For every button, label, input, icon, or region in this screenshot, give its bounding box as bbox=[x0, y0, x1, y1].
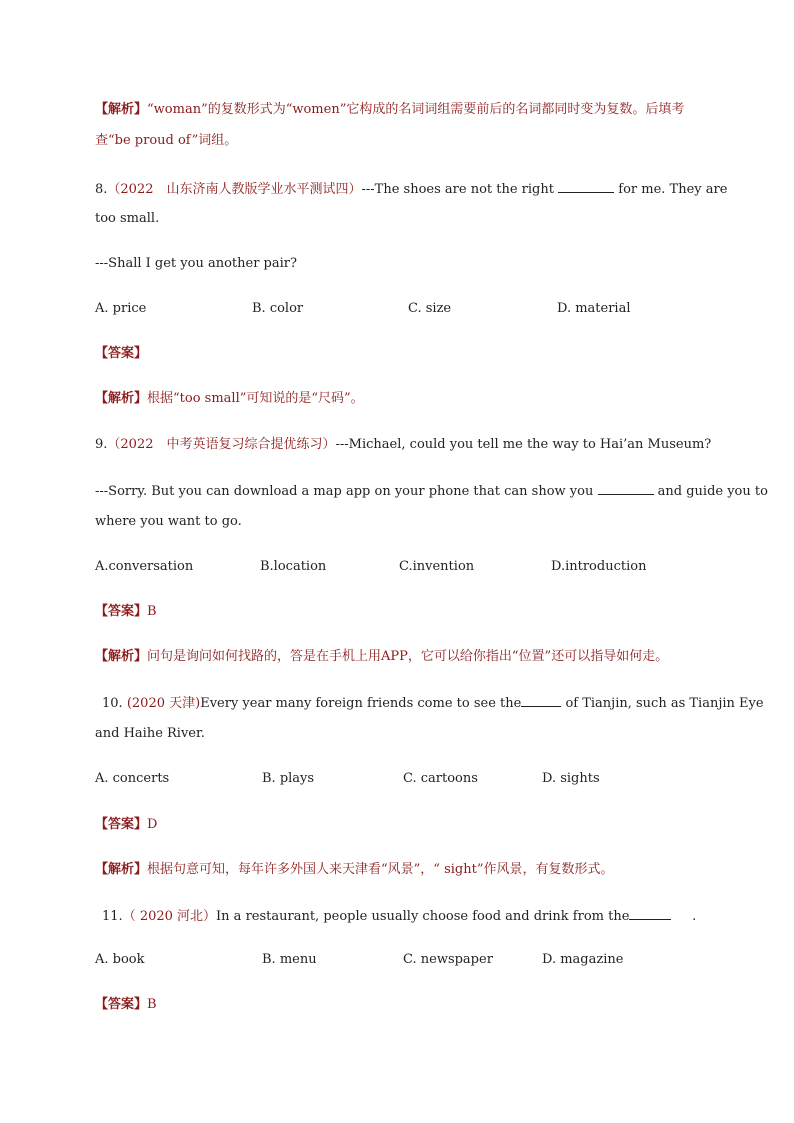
q9-reply-line2: where you want to go. bbox=[95, 514, 242, 529]
question-source: （ 2020 河北） bbox=[122, 909, 217, 924]
question-number: 8. bbox=[95, 182, 108, 197]
reply-text-after: and guide you to bbox=[657, 484, 768, 499]
question-source: (2020 天津) bbox=[126, 696, 201, 711]
stem-text-after: . bbox=[692, 909, 697, 924]
q8-analysis bbox=[95, 389, 700, 409]
q9-stem bbox=[95, 435, 712, 455]
q10-answer bbox=[95, 815, 700, 835]
analysis-label: 【解析】 bbox=[95, 862, 148, 877]
option-c: C. cartoons bbox=[403, 771, 478, 786]
option-c: C. newspaper bbox=[403, 952, 493, 967]
analysis-text: “woman”的复数形式为“women”它构成的名词词组需要前后的名词都同时变为复数。后填考 bbox=[147, 102, 685, 117]
answer-blank bbox=[521, 692, 561, 707]
option-a: A. book bbox=[95, 952, 145, 967]
analysis-label: 【解析】 bbox=[95, 102, 148, 117]
option-c: C. size bbox=[408, 301, 452, 316]
option-b: B. color bbox=[252, 301, 304, 316]
q8-answer bbox=[95, 344, 700, 364]
answer-value: B bbox=[147, 604, 157, 619]
question-number: 9. bbox=[95, 437, 108, 452]
stem-text: ---Michael, could you tell me the way to Hai’an Museum? bbox=[335, 437, 712, 452]
question-number: 11. bbox=[102, 909, 123, 924]
q10-stem-line2: and Haihe River. bbox=[95, 726, 205, 741]
q9-answer bbox=[95, 602, 700, 622]
option-a: A.conversation bbox=[95, 559, 194, 574]
question-number: 10. bbox=[102, 696, 123, 711]
answer-label: 【答案】 bbox=[95, 997, 148, 1012]
answer-label: 【答案】 bbox=[95, 346, 148, 361]
analysis-text: 根据句意可知，每年许多外国人来天津看“风景”，“ sight”作风景，有复数形式。 bbox=[147, 862, 614, 877]
answer-label: 【答案】 bbox=[95, 604, 148, 619]
option-b: B. plays bbox=[262, 771, 315, 786]
stem-text-after: of Tianjin, such as Tianjin Eye bbox=[565, 696, 764, 711]
q8-stem bbox=[95, 178, 728, 200]
analysis-label: 【解析】 bbox=[95, 649, 148, 664]
q10-stem bbox=[102, 692, 764, 714]
answer-blank bbox=[629, 905, 671, 920]
question-source: （2022 中考英语复习综合提优练习） bbox=[107, 437, 336, 452]
q9-reply bbox=[95, 480, 768, 502]
answer-value: D bbox=[147, 817, 158, 832]
analysis-label: 【解析】 bbox=[95, 391, 148, 406]
option-d: D. magazine bbox=[542, 952, 624, 967]
stem-text: In a restaurant, people usually choose food and drink from the bbox=[216, 909, 630, 924]
q10-analysis bbox=[95, 860, 700, 880]
q8-stem-line2: too small. bbox=[95, 211, 160, 226]
answer-blank bbox=[598, 480, 654, 495]
analysis-text: 根据“too small”可知说的是“尺码”。 bbox=[147, 391, 364, 406]
answer-label: 【答案】 bbox=[95, 817, 148, 832]
option-a: A. concerts bbox=[95, 771, 170, 786]
question-source: （2022 山东济南人教版学业水平测试四） bbox=[107, 182, 362, 197]
option-d: D. material bbox=[557, 301, 631, 316]
option-b: B. menu bbox=[262, 952, 317, 967]
q11-stem bbox=[102, 905, 700, 927]
answer-blank bbox=[558, 178, 614, 193]
q7-analysis-line2: 查“be proud of”词组。 bbox=[95, 133, 238, 148]
stem-text: ---The shoes are not the right bbox=[361, 182, 554, 197]
option-b: B.location bbox=[260, 559, 327, 574]
stem-text-after: for me. They are bbox=[618, 182, 728, 197]
q9-analysis bbox=[95, 647, 700, 667]
option-a: A. price bbox=[95, 301, 147, 316]
option-c: C.invention bbox=[399, 559, 475, 574]
q7-analysis bbox=[95, 100, 700, 120]
option-d: D.introduction bbox=[551, 559, 647, 574]
reply-text: ---Sorry. But you can download a map app on your phone that can show you bbox=[95, 484, 594, 499]
stem-text: Every year many foreign friends come to see the bbox=[200, 696, 522, 711]
q8-reply: ---Shall I get you another pair? bbox=[95, 256, 297, 271]
q11-answer bbox=[95, 995, 700, 1015]
option-d: D. sights bbox=[542, 771, 600, 786]
analysis-text: 问句是询问如何找路的，答是在手机上用APP，它可以给你指出“位置”还可以指导如何走。 bbox=[147, 649, 669, 664]
answer-value: B bbox=[147, 997, 157, 1012]
